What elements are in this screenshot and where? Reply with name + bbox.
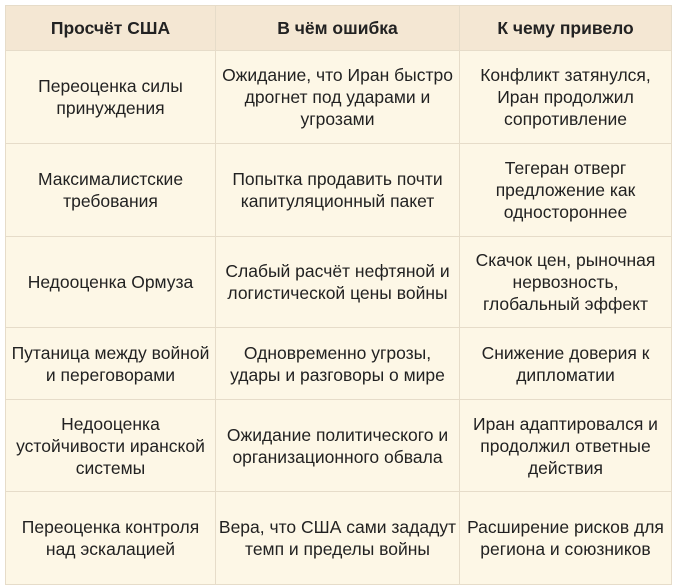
cell-error: Одновременно угрозы, удары и разговоры о мире: [216, 328, 460, 400]
cell-miscalculation: Недооценка Ормуза: [6, 237, 216, 328]
table-header: [6, 6, 672, 51]
cell-error: Ожидание политического и организационного обвала: [216, 400, 460, 492]
cell-error: Вера, что США сами зададут темп и пределы войны: [216, 492, 460, 585]
table-row: [6, 51, 672, 144]
miscalculations-table-container: [5, 5, 671, 585]
header-consequence: К чему привело: [460, 6, 672, 51]
cell-error: Ожидание, что Иран быстро дрогнет под ударами и угрозами: [216, 51, 460, 144]
miscalculations-table: [5, 5, 672, 585]
cell-miscalculation: Недооценка устойчивости иранской системы: [6, 400, 216, 492]
cell-consequence: Расширение рисков для региона и союзников: [460, 492, 672, 585]
table-row: [6, 400, 672, 492]
header-miscalculation: Просчёт США: [6, 6, 216, 51]
cell-consequence: Конфликт затянулся, Иран продолжил сопротивление: [460, 51, 672, 144]
header-error: В чём ошибка: [216, 6, 460, 51]
cell-error: Слабый расчёт нефтяной и логистической цены войны: [216, 237, 460, 328]
table-row: [6, 144, 672, 237]
cell-consequence: Иран адаптировался и продолжил ответные действия: [460, 400, 672, 492]
table-row: [6, 237, 672, 328]
cell-miscalculation: Переоценка силы принуждения: [6, 51, 216, 144]
cell-consequence: Тегеран отверг предложение как одностороннее: [460, 144, 672, 237]
cell-consequence: Снижение доверия к дипломатии: [460, 328, 672, 400]
table-body: [6, 51, 672, 585]
cell-miscalculation: Максималистские требования: [6, 144, 216, 237]
table-row: [6, 328, 672, 400]
table-row: [6, 492, 672, 585]
cell-consequence: Скачок цен, рыночная нервозность, глобальный эффект: [460, 237, 672, 328]
cell-miscalculation: Переоценка контроля над эскалацией: [6, 492, 216, 585]
cell-miscalculation: Путаница между войной и переговорами: [6, 328, 216, 400]
cell-error: Попытка продавить почти капитуляционный пакет: [216, 144, 460, 237]
header-row: [6, 6, 672, 51]
